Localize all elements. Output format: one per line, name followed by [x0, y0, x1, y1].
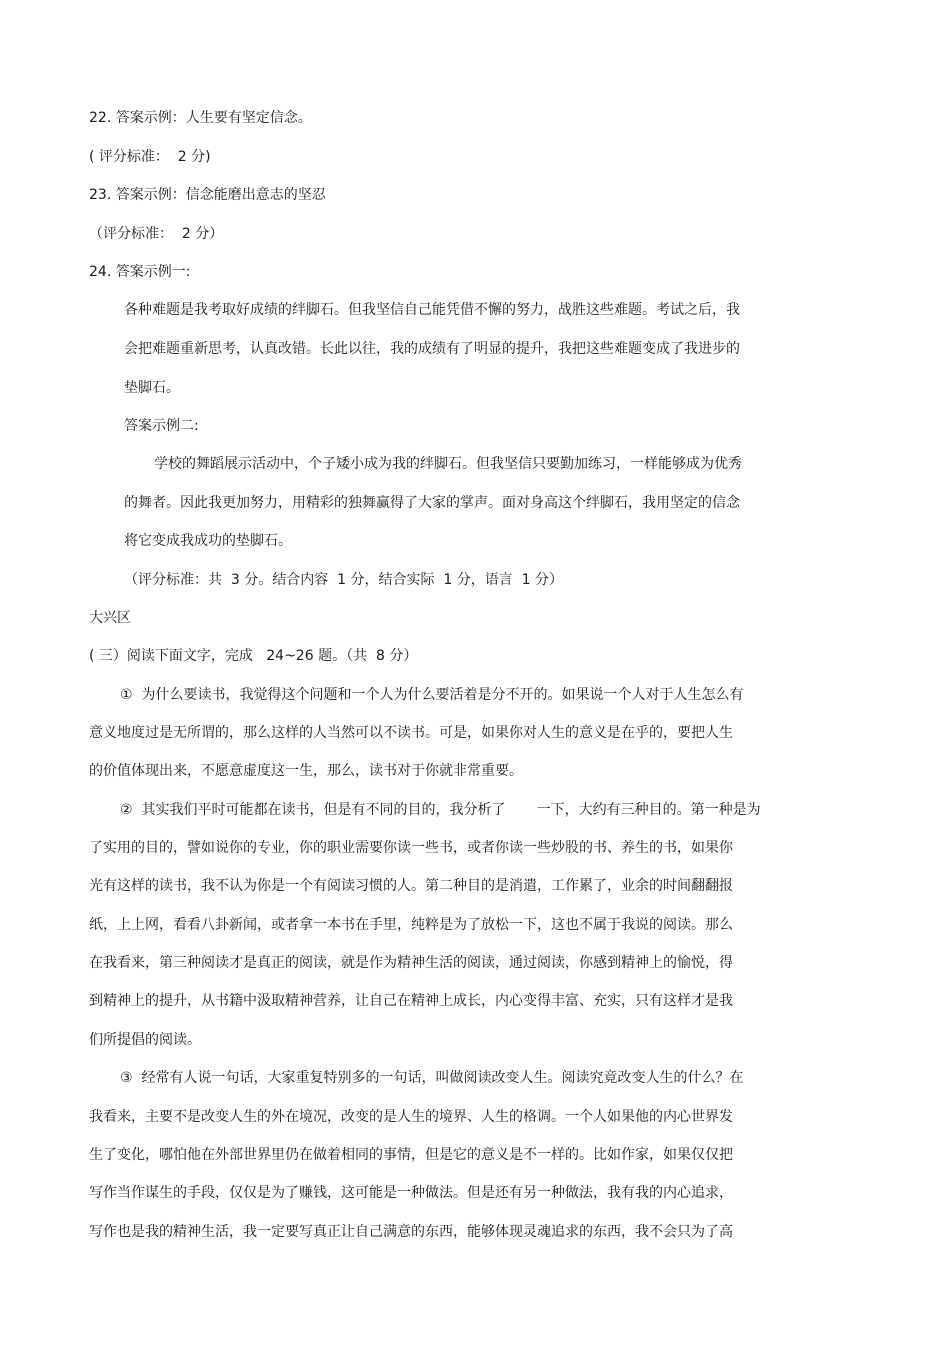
answer-23-line: 23. 答案示例：信念能磨出意志的坚忍: [89, 187, 326, 203]
score-standard-line: ( 评分标准： 2 分): [89, 149, 211, 165]
paragraph-line: 到精神上的提升，从书籍中汲取精神营养，让自己在精神上成长，内心变得丰富、充实，只有这样才是我: [89, 993, 733, 1009]
paragraph-line: ② 其实我们平时可能都在读书，但是有不同的目的，我分析了 一下，大约有三种目的。第一种是为: [120, 802, 761, 818]
paragraph-line: 写作当作谋生的手段，仅仅是为了赚钱，这可能是一种做法。但是还有另一种做法，我有我的内心追求，: [89, 1185, 733, 1201]
paragraph-line: 光有这样的读书，我不认为你是一个有阅读习惯的人。第二种目的是消遣，工作累了，业余的时间翻翻报: [89, 878, 733, 894]
paragraph-line: 的舞者。因此我更加努力，用精彩的独舞赢得了大家的掌声。面对身高这个绊脚石，我用坚定的信念: [124, 495, 740, 511]
paragraph-line: 我看来，主要不是改变人生的外在境况，改变的是人生的境界、人生的格调。一个人如果他的内心世界发: [89, 1109, 733, 1125]
paragraph-line: 学校的舞蹈展示活动中，个子矮小成为我的绊脚石。但我坚信只要勤加练习，一样能够成为优秀: [154, 456, 742, 472]
paragraph-line: 的价值体现出来，不愿意虚度这一生，那么，读书对于你就非常重要。: [89, 763, 523, 779]
paragraph-line: 将它变成我成功的垫脚石。: [124, 533, 292, 549]
score-standard-line: （评分标准：共 3 分。结合内容 1 分，结合实际 1 分，语言 1 分）: [124, 572, 564, 588]
reading-section-heading: ( 三）阅读下面文字，完成 24~26 题。（共 8 分）: [89, 648, 418, 664]
paragraph-line: ① 为什么要读书，我觉得这个问题和一个人为什么要活着是分不开的。如果说一个人对于人生怎么有: [120, 687, 744, 703]
paragraph-line: 在我看来，第三种阅读才是真正的阅读，就是作为精神生活的阅读，通过阅读，你感到精神上的愉悦，得: [89, 955, 733, 971]
score-standard-line: （评分标准： 2 分）: [89, 226, 224, 242]
paragraph-line: 们所提倡的阅读。: [89, 1032, 201, 1048]
section-district-label: 大兴区: [89, 610, 131, 626]
paragraph-line: 了实用的目的，譬如说你的专业，你的职业需要你读一些书，或者你读一些炒股的书、养生的书，如果你: [89, 840, 733, 856]
paragraph-line: 各种难题是我考取好成绩的绊脚石。但我坚信自己能凭借不懈的努力，战胜这些难题。考试之后，我: [124, 302, 740, 318]
answer-24-heading: 24. 答案示例一:: [89, 264, 191, 280]
paragraph-line: 纸，上上网，看看八卦新闻，或者拿一本书在手里，纯粹是为了放松一下，这也不属于我说的阅读。那么: [89, 917, 733, 933]
paragraph-line: 生了变化，哪怕他在外部世界里仍在做着相同的事情，但是它的意义是不一样的。比如作家，如果仅仅把: [89, 1147, 733, 1163]
paragraph-line: 意义地度过是无所谓的，那么这样的人当然可以不读书。可是，如果你对人生的意义是在乎的，要把人生: [89, 725, 733, 741]
paragraph-line: 写作也是我的精神生活，我一定要写真正让自己满意的东西，能够体现灵魂追求的东西，我不会只为了高: [89, 1224, 733, 1240]
answer-22-line: 22. 答案示例：人生要有坚定信念。: [89, 110, 312, 126]
paragraph-line: 会把难题重新思考，认真改错。长此以往，我的成绩有了明显的提升，我把这些难题变成了我进步的: [124, 341, 740, 357]
paragraph-line: ③ 经常有人说一句话，大家重复特别多的一句话，叫做阅读改变人生。阅读究竟改变人生的什么？在: [120, 1070, 744, 1086]
answer-example-two-heading: 答案示例二:: [124, 418, 199, 434]
paragraph-line: 垫脚石。: [124, 380, 180, 396]
